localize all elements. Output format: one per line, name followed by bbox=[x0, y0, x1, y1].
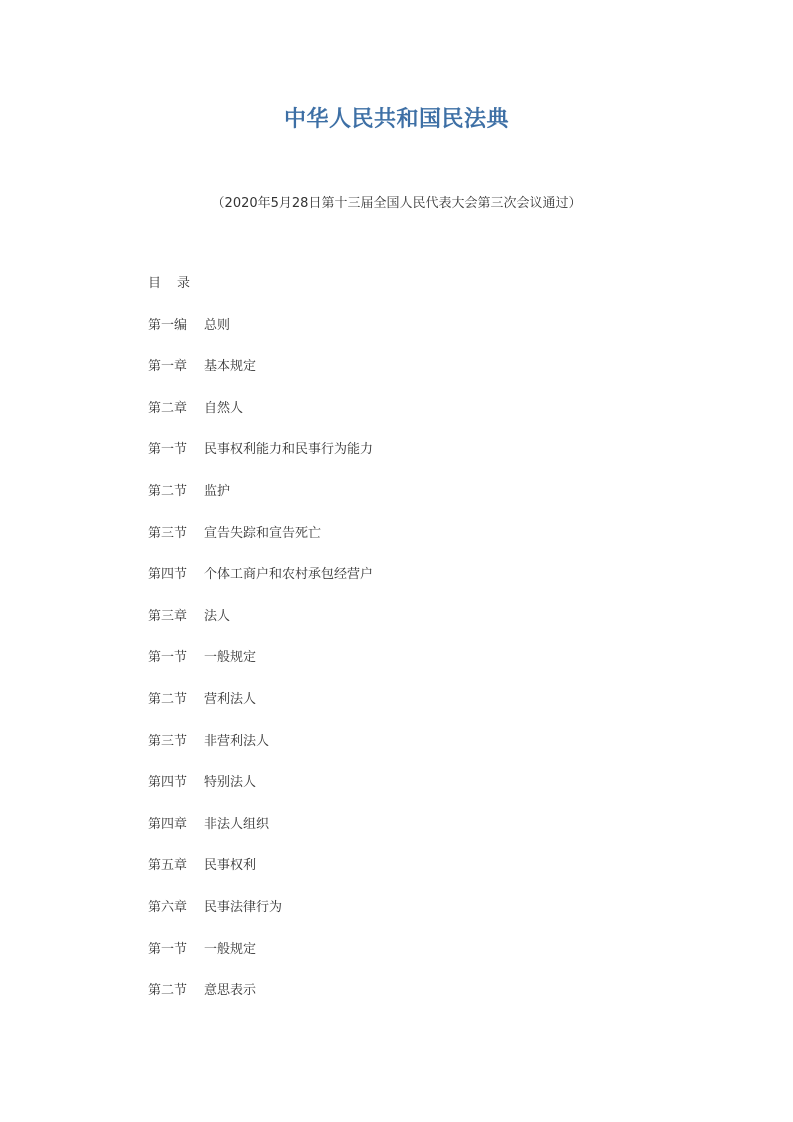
toc-item bbox=[148, 983, 708, 1025]
toc-item-title: 非营利法人 bbox=[204, 733, 270, 749]
toc-item-title: 一般规定 bbox=[204, 941, 257, 957]
toc-item-title: 民事权利能力和民事行为能力 bbox=[204, 442, 374, 458]
toc-item-title: 营利法人 bbox=[204, 691, 257, 707]
toc-item-number: 第一编 bbox=[148, 317, 188, 333]
toc-item-title: 非法人组织 bbox=[204, 816, 270, 832]
toc-item-title: 民事权利 bbox=[204, 858, 257, 874]
toc-item-number: 第六章 bbox=[148, 899, 188, 915]
toc-item-number: 第四节 bbox=[148, 775, 188, 791]
document-title: 中华人民共和国民法典 bbox=[283, 107, 509, 132]
toc-item-number: 第三章 bbox=[148, 608, 188, 624]
toc-item bbox=[148, 442, 708, 484]
toc-item-number: 第三节 bbox=[148, 733, 188, 749]
toc-item bbox=[148, 526, 708, 568]
toc-item bbox=[148, 900, 708, 942]
toc-item bbox=[148, 692, 708, 734]
toc-item-number: 第二章 bbox=[148, 400, 188, 416]
toc-heading-right: 录 bbox=[177, 276, 193, 291]
toc-item-number: 第三节 bbox=[148, 525, 188, 541]
toc-item-number: 第二节 bbox=[148, 691, 188, 707]
toc-item-title: 总则 bbox=[204, 317, 231, 333]
toc-item bbox=[148, 318, 708, 360]
toc-item bbox=[148, 567, 708, 609]
toc-item bbox=[148, 942, 708, 984]
toc-item-title: 一般规定 bbox=[204, 650, 257, 666]
toc-item-title: 自然人 bbox=[204, 400, 244, 416]
toc-item-title: 意思表示 bbox=[204, 983, 257, 999]
toc-item-title: 民事法律行为 bbox=[204, 899, 283, 915]
toc-item-number: 第一节 bbox=[148, 650, 188, 666]
toc-item-number: 第一节 bbox=[148, 941, 188, 957]
toc-item bbox=[148, 484, 708, 526]
toc-item-number: 第二节 bbox=[148, 483, 188, 499]
toc-item-title: 个体工商户和农村承包经营户 bbox=[204, 567, 374, 583]
toc-item bbox=[148, 775, 708, 817]
toc-item-title: 法人 bbox=[204, 608, 231, 624]
toc-heading-left: 目 bbox=[148, 276, 164, 291]
toc-item-title: 监护 bbox=[204, 483, 231, 499]
toc-item-title: 宣告失踪和宣告死亡 bbox=[204, 525, 322, 541]
toc-item-number: 第四章 bbox=[148, 816, 188, 832]
toc-item-number: 第一章 bbox=[148, 359, 188, 375]
toc-item-number: 第五章 bbox=[148, 858, 188, 874]
toc-item bbox=[148, 817, 708, 859]
table-of-contents bbox=[148, 276, 708, 1025]
toc-item-number: 第四节 bbox=[148, 567, 188, 583]
toc-item bbox=[148, 401, 708, 443]
toc-item bbox=[148, 734, 708, 776]
toc-item-number: 第二节 bbox=[148, 983, 188, 999]
toc-item bbox=[148, 650, 708, 692]
toc-item bbox=[148, 359, 708, 401]
document-subtitle: （2020年5月28日第十三届全国人民代表大会第三次会议通过） bbox=[211, 196, 582, 211]
toc-item-title: 特别法人 bbox=[204, 775, 257, 791]
toc-item bbox=[148, 609, 708, 651]
toc-item bbox=[148, 858, 708, 900]
toc-heading bbox=[148, 276, 708, 318]
toc-item-title: 基本规定 bbox=[204, 359, 257, 375]
toc-item-number: 第一节 bbox=[148, 442, 188, 458]
